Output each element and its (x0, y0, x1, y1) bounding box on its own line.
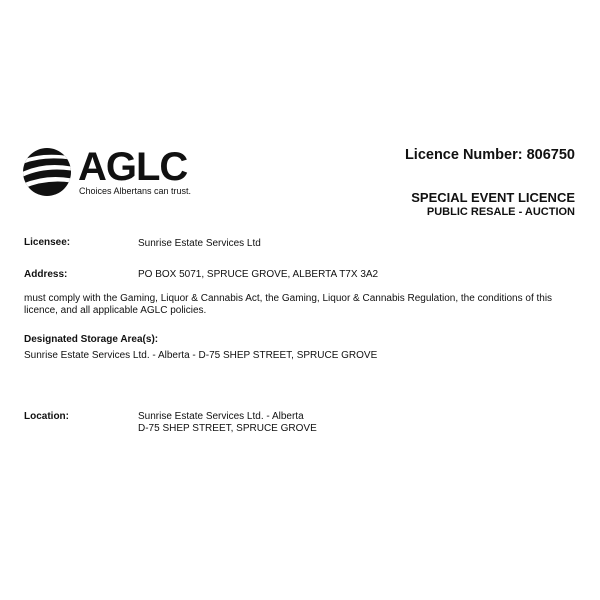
licence-number: Licence Number: 806750 (404, 147, 575, 163)
aglc-logo-icon (22, 147, 72, 197)
licence-subtype: PUBLIC RESALE - AUCTION (426, 206, 575, 218)
location-label: Location: (24, 411, 69, 422)
logo-wordmark: AGLC (78, 145, 188, 189)
licence-type-title: SPECIAL EVENT LICENCE (411, 190, 575, 205)
storage-value: Sunrise Estate Services Ltd. - Alberta - D-75 SHEP STREET, SPRUCE GROVE (24, 350, 378, 361)
licensee-value: Sunrise Estate Services Ltd (138, 238, 261, 249)
logo-tagline: Choices Albertans can trust. (79, 186, 192, 196)
storage-label: Designated Storage Area(s): (24, 334, 159, 345)
address-label: Address: (24, 269, 68, 280)
compliance-paragraph: must comply with the Gaming, Liquor & Cannabis Act, the Gaming, Liquor & Cannabis Regulation, the conditions of this licence, and all applicable AGLC policies. (24, 293, 553, 316)
address-value: PO BOX 5071, SPRUCE GROVE, ALBERTA T7X 3A2 (138, 269, 379, 280)
location-line-1: Sunrise Estate Services Ltd. - Alberta (138, 411, 304, 422)
licensee-label: Licensee: (24, 237, 71, 248)
location-line-2: D-75 SHEP STREET, SPRUCE GROVE (138, 423, 317, 434)
